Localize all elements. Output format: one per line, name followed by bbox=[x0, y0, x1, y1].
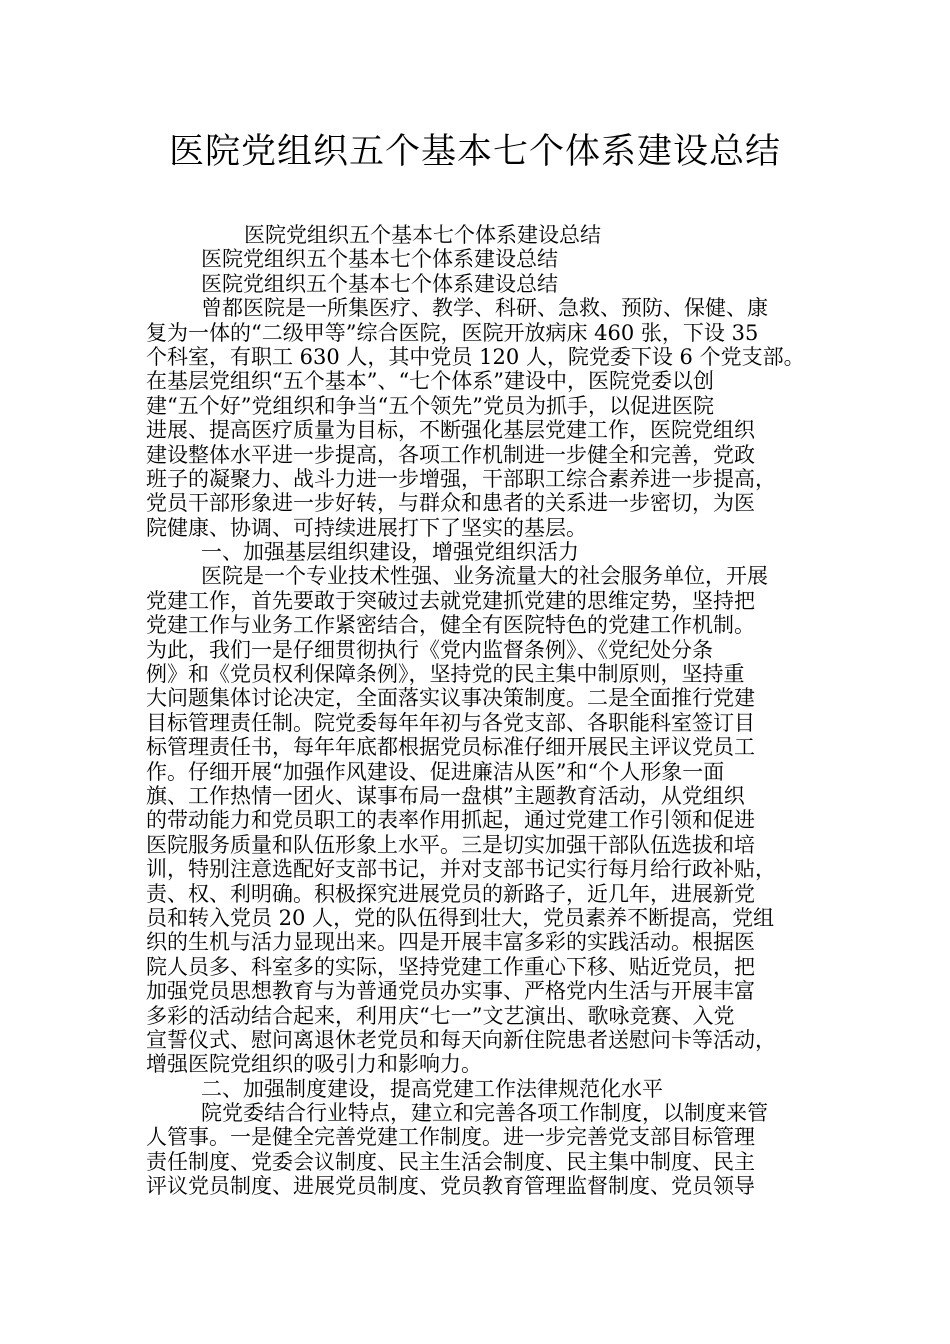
paragraph-line: 的带动能力和党员职工的表率作用抓起，通过党建工作引领和促进 bbox=[146, 808, 755, 833]
paragraph-line: 在基层党组织“五个基本”、“七个体系”建设中，医院党委以创 bbox=[146, 369, 714, 394]
paragraph-line: 院党委结合行业特点，建立和完善各项工作制度，以制度来管 bbox=[201, 1101, 768, 1126]
paragraph-line: 标管理责任书，每年年底都根据党员标准仔细开展民主评议党员工 bbox=[146, 735, 755, 760]
paragraph-line: 建设整体水平进一步提高，各项工作机制进一步健全和完善，党政 bbox=[146, 442, 755, 467]
paragraph-line: 个科室，有职工 630 人，其中党员 120 人，院党委下设 6 个党支部。 bbox=[146, 344, 805, 369]
paragraph-line: 院健康、协调、可持续进展打下了坚实的基层。 bbox=[146, 515, 587, 540]
paragraph-line: 宣誓仪式、慰问离退休老党员和每天向新住院患者送慰问卡等活动， bbox=[146, 1027, 776, 1052]
paragraph-line: 院人员多、科室多的实际，坚持党建工作重心下移、贴近党员，把 bbox=[146, 954, 755, 979]
paragraph-line: 目标管理责任制。院党委每年年初与各党支部、各职能科室签订目 bbox=[146, 710, 755, 735]
paragraph-line: 为此，我们一是仔细贯彻执行《党内监督条例》、《党纪处分条 bbox=[146, 637, 713, 662]
section-heading: 一、加强基层组织建设，增强党组织活力 bbox=[201, 540, 579, 565]
paragraph-line: 医院服务质量和队伍形象上水平。三是切实加强干部队伍选拔和培 bbox=[146, 832, 755, 857]
paragraph-line: 责任制度、党委会议制度、民主生活会制度、民主集中制度、民主 bbox=[146, 1149, 755, 1174]
paragraph-line: 加强党员思想教育与为普通党员办实事、严格党内生活与开展丰富 bbox=[146, 979, 755, 1004]
paragraph-line: 建“五个好”党组织和争当“五个领先”党员为抓手，以促进医院 bbox=[146, 393, 714, 418]
section-heading: 二、加强制度建设，提高党建工作法律规范化水平 bbox=[201, 1076, 663, 1101]
subtitle-line: 医院党组织五个基本七个体系建设总结 bbox=[201, 247, 558, 272]
paragraph-line: 复为一体的“二级甲等”综合医院，医院开放病床 460 张，下设 35 bbox=[146, 320, 759, 345]
document-title: 医院党组织五个基本七个体系建设总结 bbox=[168, 132, 781, 172]
paragraph-line: 班子的凝聚力、战斗力进一步增强，干部职工综合素养进一步提高， bbox=[146, 466, 776, 491]
paragraph-line: 党建工作，首先要敢于突破过去就党建抓党建的思维定势，坚持把 bbox=[146, 588, 755, 613]
paragraph-line: 党员干部形象进一步好转，与群众和患者的关系进一步密切，为医 bbox=[146, 491, 755, 516]
paragraph-line: 例》和《党员权利保障条例》，坚持党的民主集中制原则，坚持重 bbox=[146, 662, 745, 687]
paragraph-line: 评议党员制度、进展党员制度、党员教育管理监督制度、党员领导 bbox=[146, 1174, 755, 1199]
paragraph-line: 员和转入党员 20 人，党的队伍得到壮大，党员素养不断提高，党组 bbox=[146, 905, 775, 930]
paragraph-line: 大问题集体讨论决定，全面落实议事决策制度。二是全面推行党建 bbox=[146, 686, 755, 711]
paragraph-line: 医院是一个专业技术性强、业务流量大的社会服务单位，开展 bbox=[201, 564, 768, 589]
paragraph-line: 训，特别注意选配好支部书记，并对支部书记实行每月给行政补贴， bbox=[146, 857, 776, 882]
document-body bbox=[146, 223, 812, 1199]
paragraph-line: 曾都医院是一所集医疗、教学、科研、急救、预防、保健、康 bbox=[201, 296, 768, 321]
paragraph-line: 织的生机与活力显现出来。四是开展丰富多彩的实践活动。根据医 bbox=[146, 930, 755, 955]
paragraph-line: 责、权、利明确。积极探究进展党员的新路子，近几年，进展新党 bbox=[146, 881, 755, 906]
paragraph-line: 旗、工作热情一团火、谋事布局一盘棋”主题教育活动，从党组织 bbox=[146, 783, 745, 808]
subtitle-line: 医院党组织五个基本七个体系建设总结 bbox=[201, 271, 558, 296]
paragraph-line: 党建工作与业务工作紧密结合，健全有医院特色的党建工作机制。 bbox=[146, 613, 755, 638]
paragraph-line: 作。仔细开展“加强作风建设、促进廉洁从医”和“个人形象一面 bbox=[146, 759, 725, 784]
paragraph-line: 人管事。一是健全完善党建工作制度。进一步完善党支部目标管理 bbox=[146, 1125, 755, 1150]
paragraph-line: 进展、提高医疗质量为目标，不断强化基层党建工作，医院党组织 bbox=[146, 418, 755, 443]
paragraph-line: 多彩的活动结合起来，利用庆“七一”文艺演出、歌咏竞赛、入党 bbox=[146, 1003, 735, 1028]
subtitle-line: 医院党组织五个基本七个体系建设总结 bbox=[244, 223, 601, 247]
paragraph-line: 增强医院党组织的吸引力和影响力。 bbox=[146, 1052, 482, 1077]
